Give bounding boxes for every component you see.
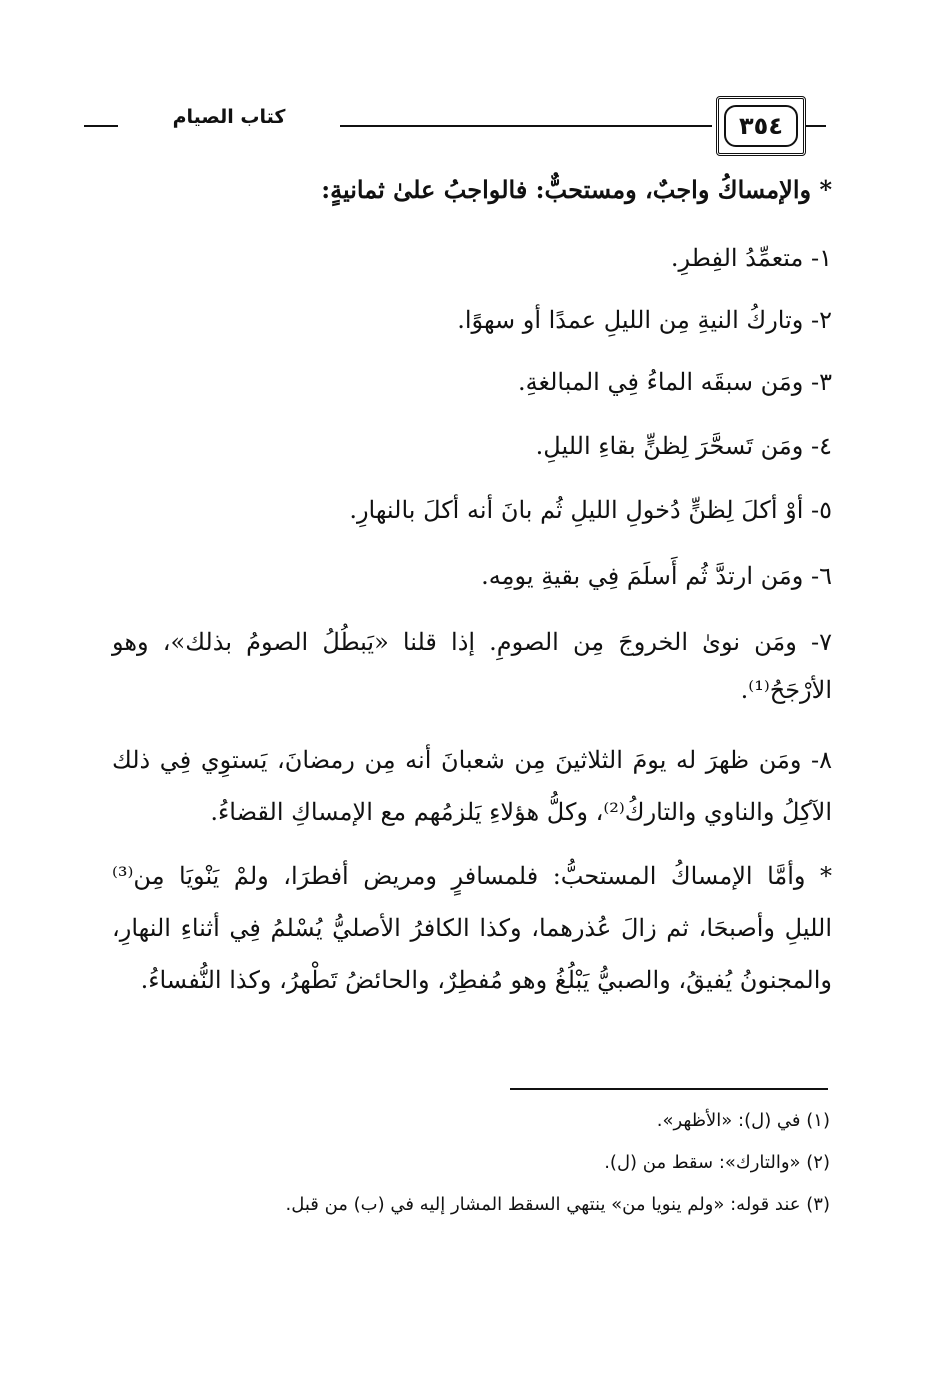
header-rule-left	[84, 125, 118, 127]
mustahab-line-3: والمجنونُ يُفيقُ، والصبيُّ يَبْلُغُ وهو مُفطِرٌ، والحائضُ تَطْهرُ، وكذا النُّفساءُ.	[140, 966, 832, 994]
list-item-4: ٤- ومَن تَسحَّرَ لِظنٍّ بقاءِ الليلِ.	[535, 432, 832, 460]
list-item-2: ٢- وتاركُ النيةِ مِن الليلِ عمدًا أو سهوًا.	[457, 306, 832, 334]
mustahab-line-2: الليلِ وأصبحَا، ثم زالَ عُذرهما، وكذا الكافرُ الأصليُّ يُسْلمُ فِي أثناءِ النهارِ،	[112, 914, 832, 942]
list-item-7-line-2: الأرْجَحُ⁽¹⁾.	[740, 676, 832, 704]
list-item-7-line-1: ٧- ومَن نوىٰ الخروجَ مِن الصومِ. إذا قلنا «يَبطُلُ الصومُ بذلك»، وهو	[112, 628, 832, 656]
list-item-1: ١- متعمِّدُ الفِطرِ.	[670, 244, 832, 272]
page-number-frame	[716, 96, 806, 156]
footnote-1: (١) في (ل): «الأظهر».	[656, 1110, 830, 1131]
header-rule-right	[806, 125, 826, 127]
book-title: كتاب الصيام	[172, 106, 286, 128]
section-intro: * والإمساكُ واجبٌ، ومستحبٌّ: فالواجبُ علىٰ ثمانيةٍ:	[321, 175, 832, 204]
page-header	[84, 92, 834, 166]
footnote-2: (٢) «والتارك»: سقط من (ل).	[604, 1152, 830, 1173]
header-rule-middle	[340, 125, 712, 127]
footnote-separator	[510, 1088, 828, 1090]
list-item-8-line-2: الآكِلُ والناوي والتاركُ⁽²⁾، وكلُّ هؤلاءِ يَلزمُهم مع الإمساكِ القضاءُ.	[210, 798, 832, 826]
mustahab-line-1: * وأمَّا الإمساكُ المستحبُّ: فلمسافرٍ ومريض أفطرَا، ولمْ يَنْويَا مِن⁽³⁾	[112, 862, 832, 890]
list-item-5: ٥- أوْ أكلَ لِظنٍّ دُخولِ الليلِ ثُم بانَ أنه أكلَ بالنهارِ.	[349, 496, 832, 524]
list-item-6: ٦- ومَن ارتدَّ ثُم أَسلَمَ فِي بقيةِ يومِه.	[481, 562, 832, 590]
list-item-8-line-1: ٨- ومَن ظهرَ له يومَ الثلاثينَ مِن شعبانَ أنه مِن رمضانَ، يَستوِي فِي ذلك	[112, 746, 832, 774]
list-item-3: ٣- ومَن سبقَه الماءُ فِي المبالغةِ.	[518, 368, 832, 396]
page-number: ٣٥٤	[724, 105, 798, 147]
footnote-3: (٣) عند قوله: «ولم ينويا من» ينتهي السقط المشار إليه في (ب) من قبل.	[285, 1194, 830, 1215]
